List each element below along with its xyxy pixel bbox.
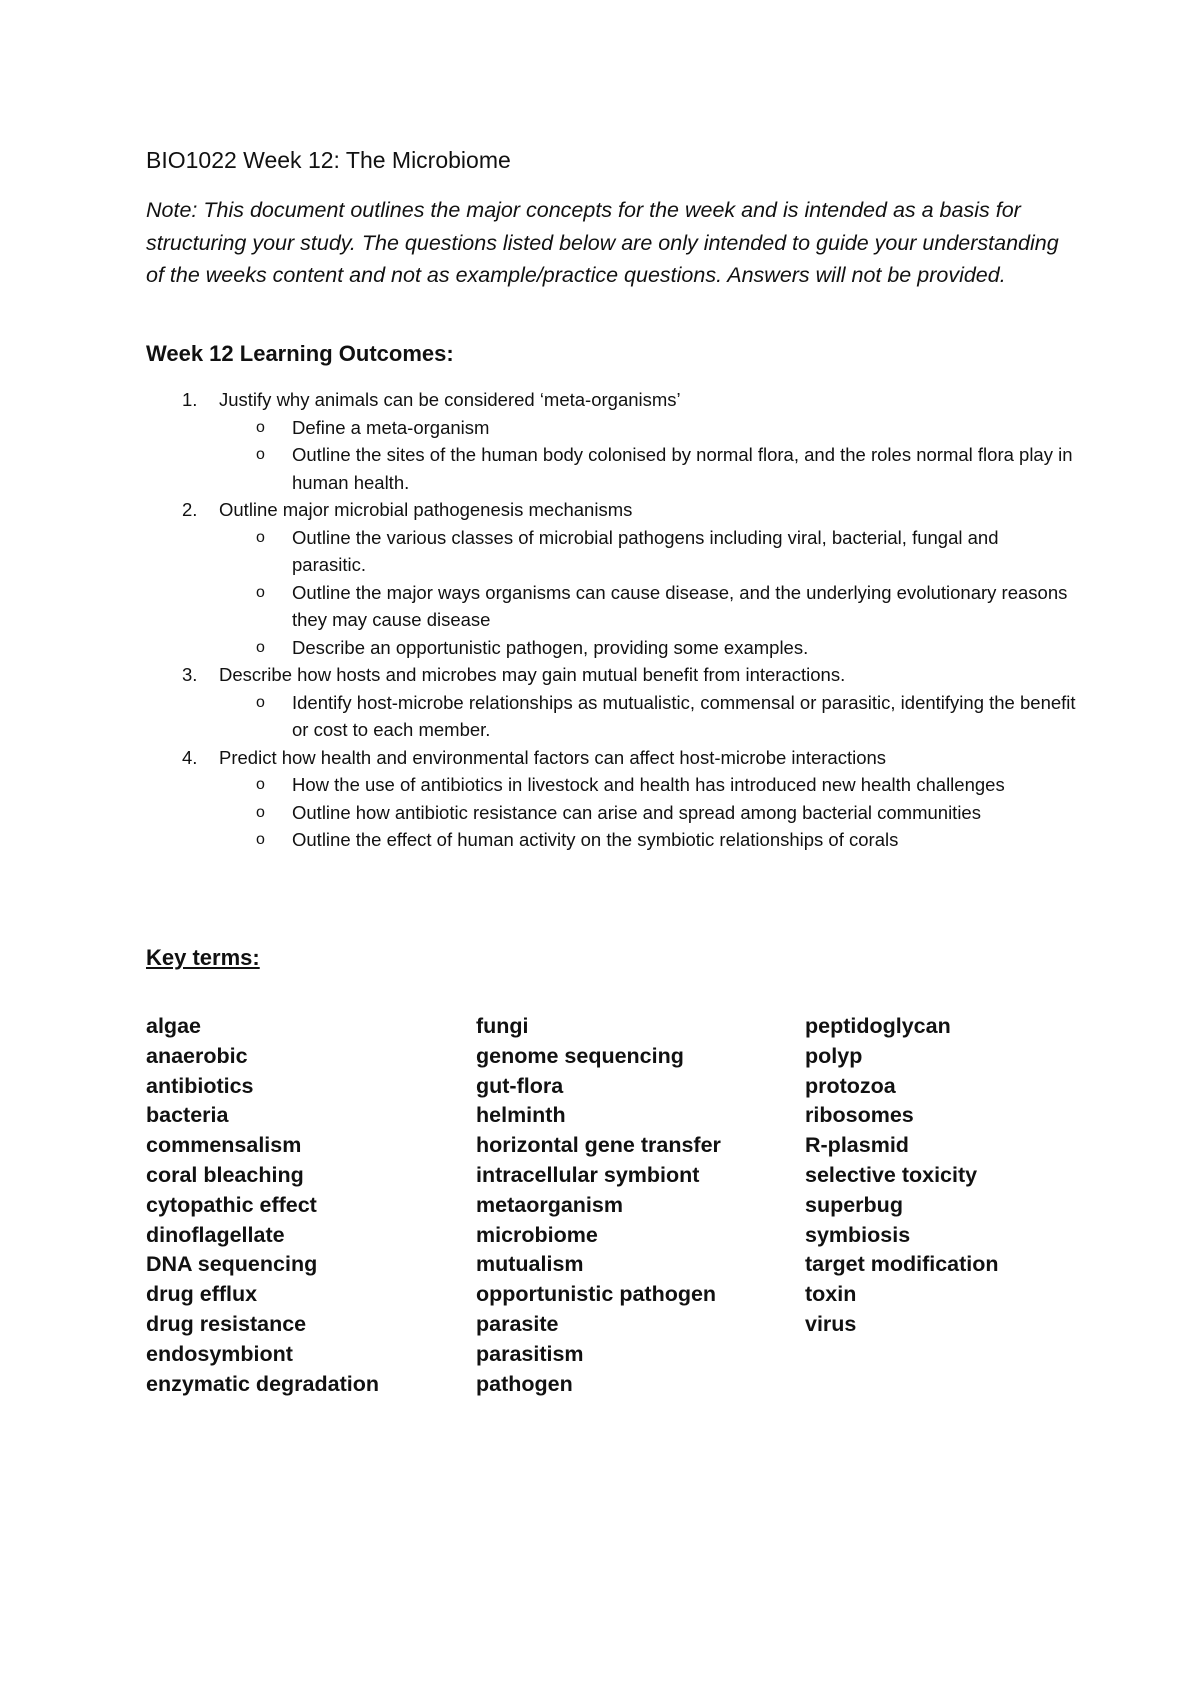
key-term: metaorganism (476, 1192, 623, 1217)
key-term: fungi (476, 1014, 529, 1038)
key-term: drug resistance (146, 1311, 307, 1336)
outcome-sub-item (219, 826, 1076, 854)
key-term: cytopathic effect (146, 1192, 317, 1217)
sub-item-text: Outline how antibiotic resistance can arise and spread among bacterial communities (292, 801, 981, 823)
circle-bullet-icon: o (256, 583, 265, 601)
key-term: intracellular symbiont (476, 1162, 700, 1187)
outcome-sub-item (219, 634, 1076, 662)
key-term: anaerobic (146, 1043, 248, 1068)
key-term: enzymatic degradation (146, 1371, 379, 1396)
outcome-number: 4. (182, 746, 198, 768)
circle-bullet-icon: o (256, 831, 265, 848)
key-term: selective toxicity (805, 1162, 978, 1187)
outcome-sub-item (219, 524, 1076, 579)
key-term: genome sequencing (476, 1043, 684, 1068)
outcome-sub-list (219, 414, 1076, 497)
key-term: algae (146, 1014, 201, 1038)
key-term: protozoa (805, 1073, 896, 1098)
key-terms-heading: Key terms: (146, 945, 260, 970)
key-term: bacteria (146, 1103, 229, 1128)
sub-item-text: How the use of antibiotics in livestock and health has introduced new health challenges (292, 774, 1005, 795)
key-term: pathogen (476, 1371, 573, 1396)
sub-item-text: Identify host-microbe relationships as mutualistic, commensal or parasitic, identifying the benefit or cost to each member. (292, 691, 1076, 740)
key-terms-column-1 (146, 1012, 379, 1399)
key-term: parasite (476, 1311, 559, 1336)
key-term: superbug (805, 1192, 903, 1217)
outcome-sub-item (219, 799, 1076, 827)
sub-item-text: Outline the effect of human activity on the symbiotic relationships of corals (292, 829, 899, 850)
key-term: virus (805, 1311, 857, 1336)
circle-bullet-icon: o (256, 528, 265, 546)
key-term: dinoflagellate (146, 1222, 285, 1247)
key-term: antibiotics (146, 1073, 254, 1098)
key-term: commensalism (146, 1133, 302, 1158)
outcome-number: 1. (182, 389, 198, 410)
sub-item-text: Describe an opportunistic pathogen, providing some examples. (292, 636, 809, 658)
outcome-text: Describe how hosts and microbes may gain mutual benefit from interactions. (219, 664, 846, 685)
outcome-sub-list (219, 771, 1076, 854)
sub-item-text: Outline the major ways organisms can cause disease, and the underlying evolutionary reasons they may cause disease (292, 581, 1068, 630)
study-note: Note: This document outlines the major concepts for the week and is intended as a basis for structuring your study. The questions listed below are only intended to guide your understanding of the weeks content and not as example/practice questions. Answers will not be provided. (146, 198, 1059, 287)
outcome-number: 2. (182, 499, 198, 520)
key-term: peptidoglycan (805, 1014, 951, 1038)
key-term: R-plasmid (805, 1133, 909, 1158)
key-term: polyp (805, 1043, 863, 1068)
outcome-text: Predict how health and environmental factors can affect host-microbe interactions (219, 746, 887, 768)
learning-outcomes-list (146, 386, 1076, 854)
circle-bullet-icon: o (256, 693, 265, 711)
document-title: BIO1022 Week 12: The Microbiome (146, 147, 511, 173)
key-term: gut-flora (476, 1073, 564, 1098)
key-term: endosymbiont (146, 1341, 293, 1366)
learning-outcome (146, 661, 1076, 744)
key-term: target modification (805, 1252, 999, 1277)
key-term: DNA sequencing (146, 1252, 318, 1277)
sub-item-text: Outline the sites of the human body colonised by normal flora, and the roles normal flora play in human health. (292, 444, 1073, 493)
key-term: ribosomes (805, 1103, 914, 1128)
key-term: horizontal gene transfer (476, 1133, 721, 1158)
outcome-text: Justify why animals can be considered ‘meta-organisms’ (219, 389, 681, 410)
outcome-sub-item (219, 771, 1076, 799)
outcome-sub-item (219, 689, 1076, 744)
learning-outcomes-heading: Week 12 Learning Outcomes: (146, 341, 454, 366)
circle-bullet-icon: o (256, 803, 265, 821)
sub-item-text: Define a meta-organism (292, 416, 490, 438)
key-terms-column-3 (805, 1012, 999, 1340)
outcome-sub-list (219, 689, 1076, 744)
circle-bullet-icon: o (256, 418, 265, 436)
circle-bullet-icon: o (256, 638, 265, 656)
learning-outcome (146, 496, 1076, 661)
outcome-sub-item (219, 579, 1076, 634)
outcome-text: Outline major microbial pathogenesis mechanisms (219, 499, 633, 520)
key-term: drug efflux (146, 1282, 258, 1307)
outcome-sub-item (219, 414, 1076, 442)
outcome-sub-list (219, 524, 1076, 662)
sub-item-text: Outline the various classes of microbial pathogens including viral, bacterial, fungal and parasitic. (292, 526, 999, 575)
key-term: parasitism (476, 1341, 584, 1366)
key-term: toxin (805, 1282, 857, 1307)
key-terms-column-2 (476, 1012, 721, 1399)
key-term: coral bleaching (146, 1162, 304, 1187)
outcome-number: 3. (182, 664, 198, 685)
key-term: microbiome (476, 1222, 598, 1247)
key-term: symbiosis (805, 1222, 911, 1247)
learning-outcome (146, 386, 1076, 496)
key-term: helminth (476, 1103, 566, 1128)
circle-bullet-icon: o (256, 776, 265, 793)
circle-bullet-icon: o (256, 446, 265, 463)
key-term: opportunistic pathogen (476, 1282, 717, 1307)
outcome-sub-item (219, 441, 1076, 496)
key-term: mutualism (476, 1252, 584, 1277)
learning-outcome (146, 744, 1076, 854)
